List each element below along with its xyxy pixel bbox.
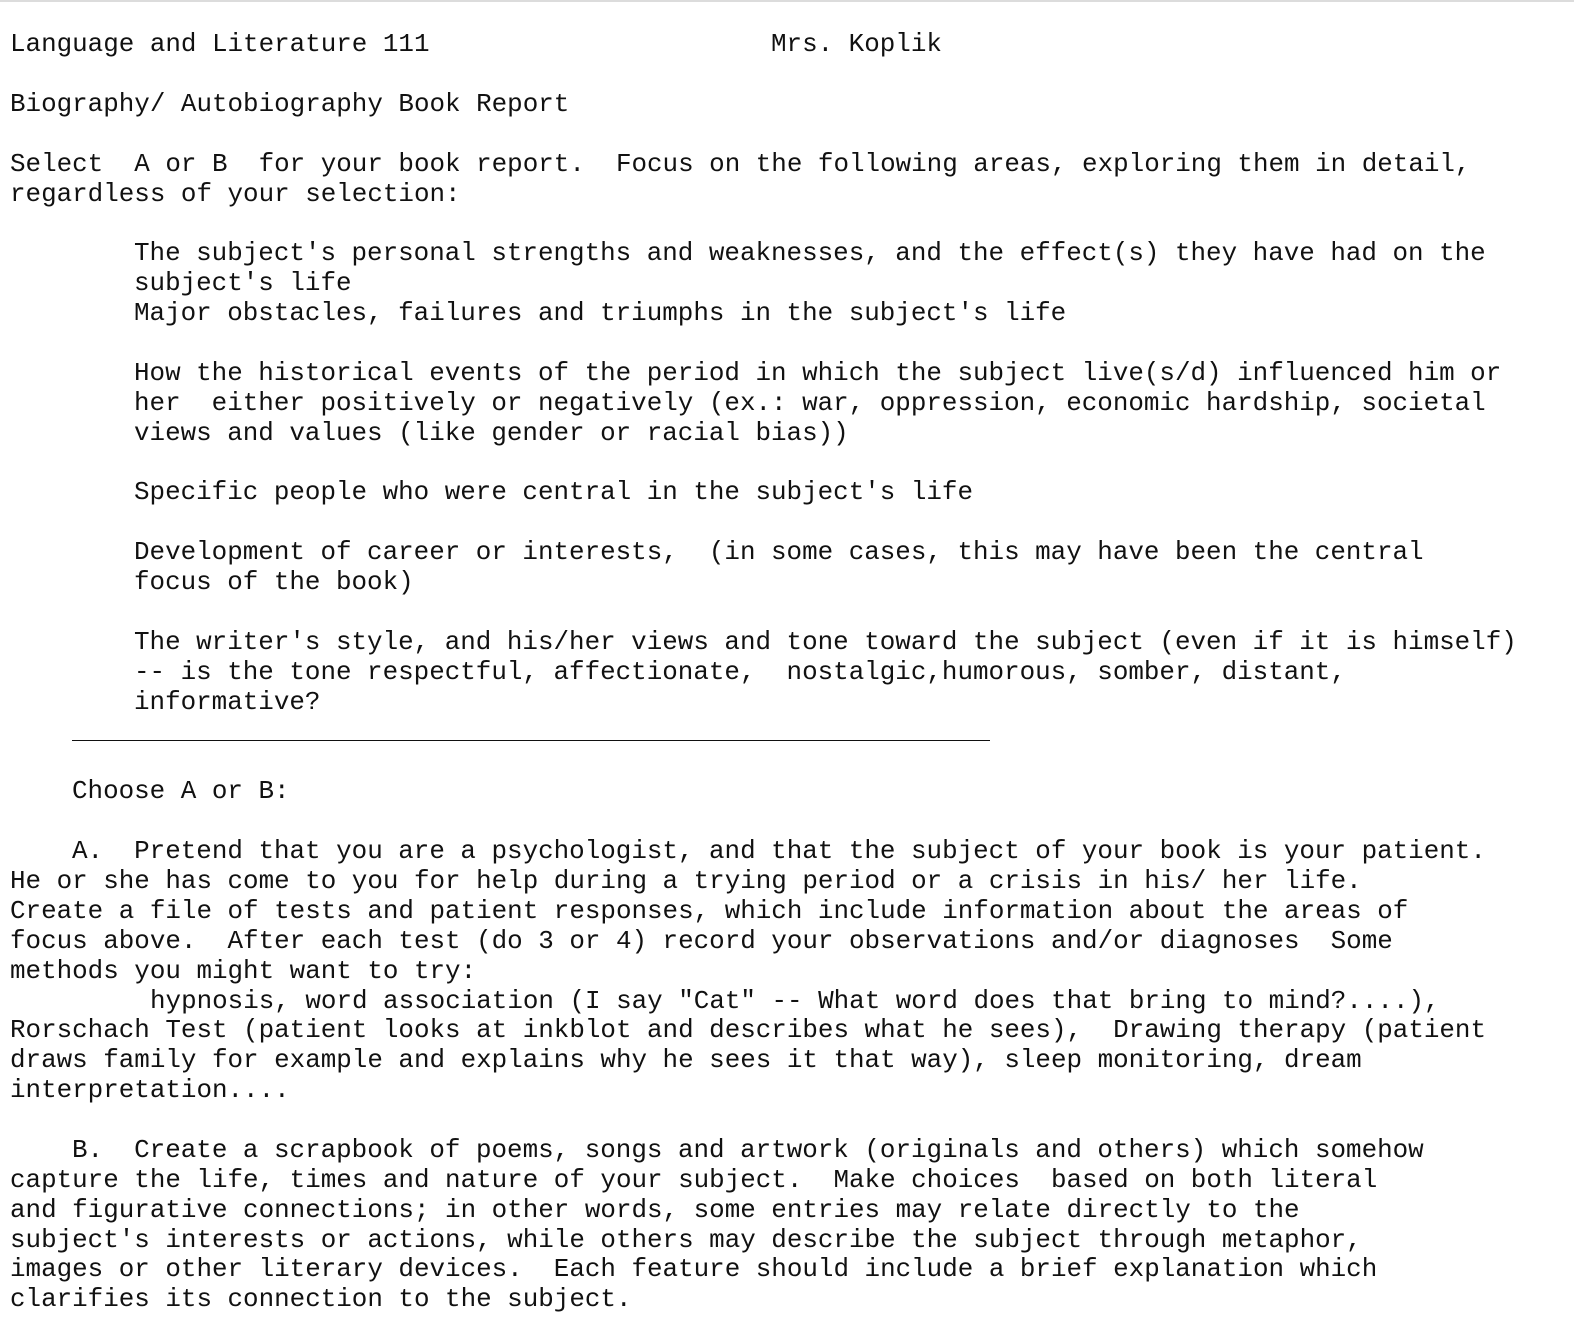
focus-style-line: informative? — [134, 687, 321, 717]
option-a-line: methods you might want to try: — [10, 956, 477, 986]
option-b-line: B. Create a scrapbook of poems, songs and artwork (originals and others) which somehow — [72, 1135, 1424, 1165]
option-b-line: capture the life, times and nature of your subject. Make choices based on both literal — [10, 1165, 1378, 1195]
intro-line: Select A or B for your book report. Focus on the following areas, exploring them in detail, — [10, 149, 1471, 179]
option-a-line: He or she has come to you for help during a trying period or a crisis in his/ her life. — [10, 866, 1362, 896]
option-a-line: hypnosis, word association (I say "Cat" -- What word does that bring to mind?....), — [150, 986, 1440, 1016]
option-a-line: interpretation.... — [10, 1075, 290, 1105]
focus-style-line: -- is the tone respectful, affectionate, nostalgic,humorous, somber, distant, — [134, 657, 1346, 687]
option-b-line: and figurative connections; in other words, some entries may relate directly to the — [10, 1195, 1300, 1225]
option-b-line: images or other literary devices. Each feature should include a brief explanation which — [10, 1254, 1378, 1284]
focus-history-line: her either positively or negatively (ex.: war, oppression, economic hardship, societal — [134, 388, 1486, 418]
option-a-line: A. Pretend that you are a psychologist, and that the subject of your book is your patient. — [72, 836, 1486, 866]
report-title: Biography/ Autobiography Book Report — [10, 89, 570, 119]
option-a-line: Create a file of tests and patient responses, which include information about the areas of — [10, 896, 1409, 926]
focus-people: Specific people who were central in the subject's life — [134, 477, 973, 507]
focus-history-line: How the historical events of the period in which the subject live(s/d) influenced him or — [134, 358, 1502, 388]
divider-line — [72, 740, 990, 741]
top-border — [0, 0, 1574, 2]
focus-style-line: The writer's style, and his/her views and tone toward the subject (even if it is himself) — [134, 627, 1517, 657]
option-a-line: draws family for example and explains why he sees it that way), sleep monitoring, dream — [10, 1045, 1362, 1075]
option-a-line: focus above. After each test (do 3 or 4) record your observations and/or diagnoses Some — [10, 926, 1393, 956]
focus-obstacles: Major obstacles, failures and triumphs in the subject's life — [134, 298, 1067, 328]
focus-strengths-line: The subject's personal strengths and weaknesses, and the effect(s) they have had on the — [134, 238, 1486, 268]
option-a-line: Rorschach Test (patient looks at inkblot and describes what he sees), Drawing therapy (patient — [10, 1015, 1487, 1045]
intro-line: regardless of your selection: — [10, 179, 461, 209]
course-title: Language and Literature 111 — [10, 29, 430, 59]
focus-strengths-line: subject's life — [134, 268, 352, 298]
focus-history-line: views and values (like gender or racial bias)) — [134, 418, 849, 448]
teacher-name: Mrs. Koplik — [771, 29, 942, 59]
option-b-line: clarifies its connection to the subject. — [10, 1284, 632, 1314]
choose-heading: Choose A or B: — [72, 776, 290, 806]
option-b-line: subject's interests or actions, while others may describe the subject through metaphor, — [10, 1225, 1362, 1255]
focus-career-line: Development of career or interests, (in some cases, this may have been the central — [134, 537, 1424, 567]
focus-career-line: focus of the book) — [134, 567, 414, 597]
